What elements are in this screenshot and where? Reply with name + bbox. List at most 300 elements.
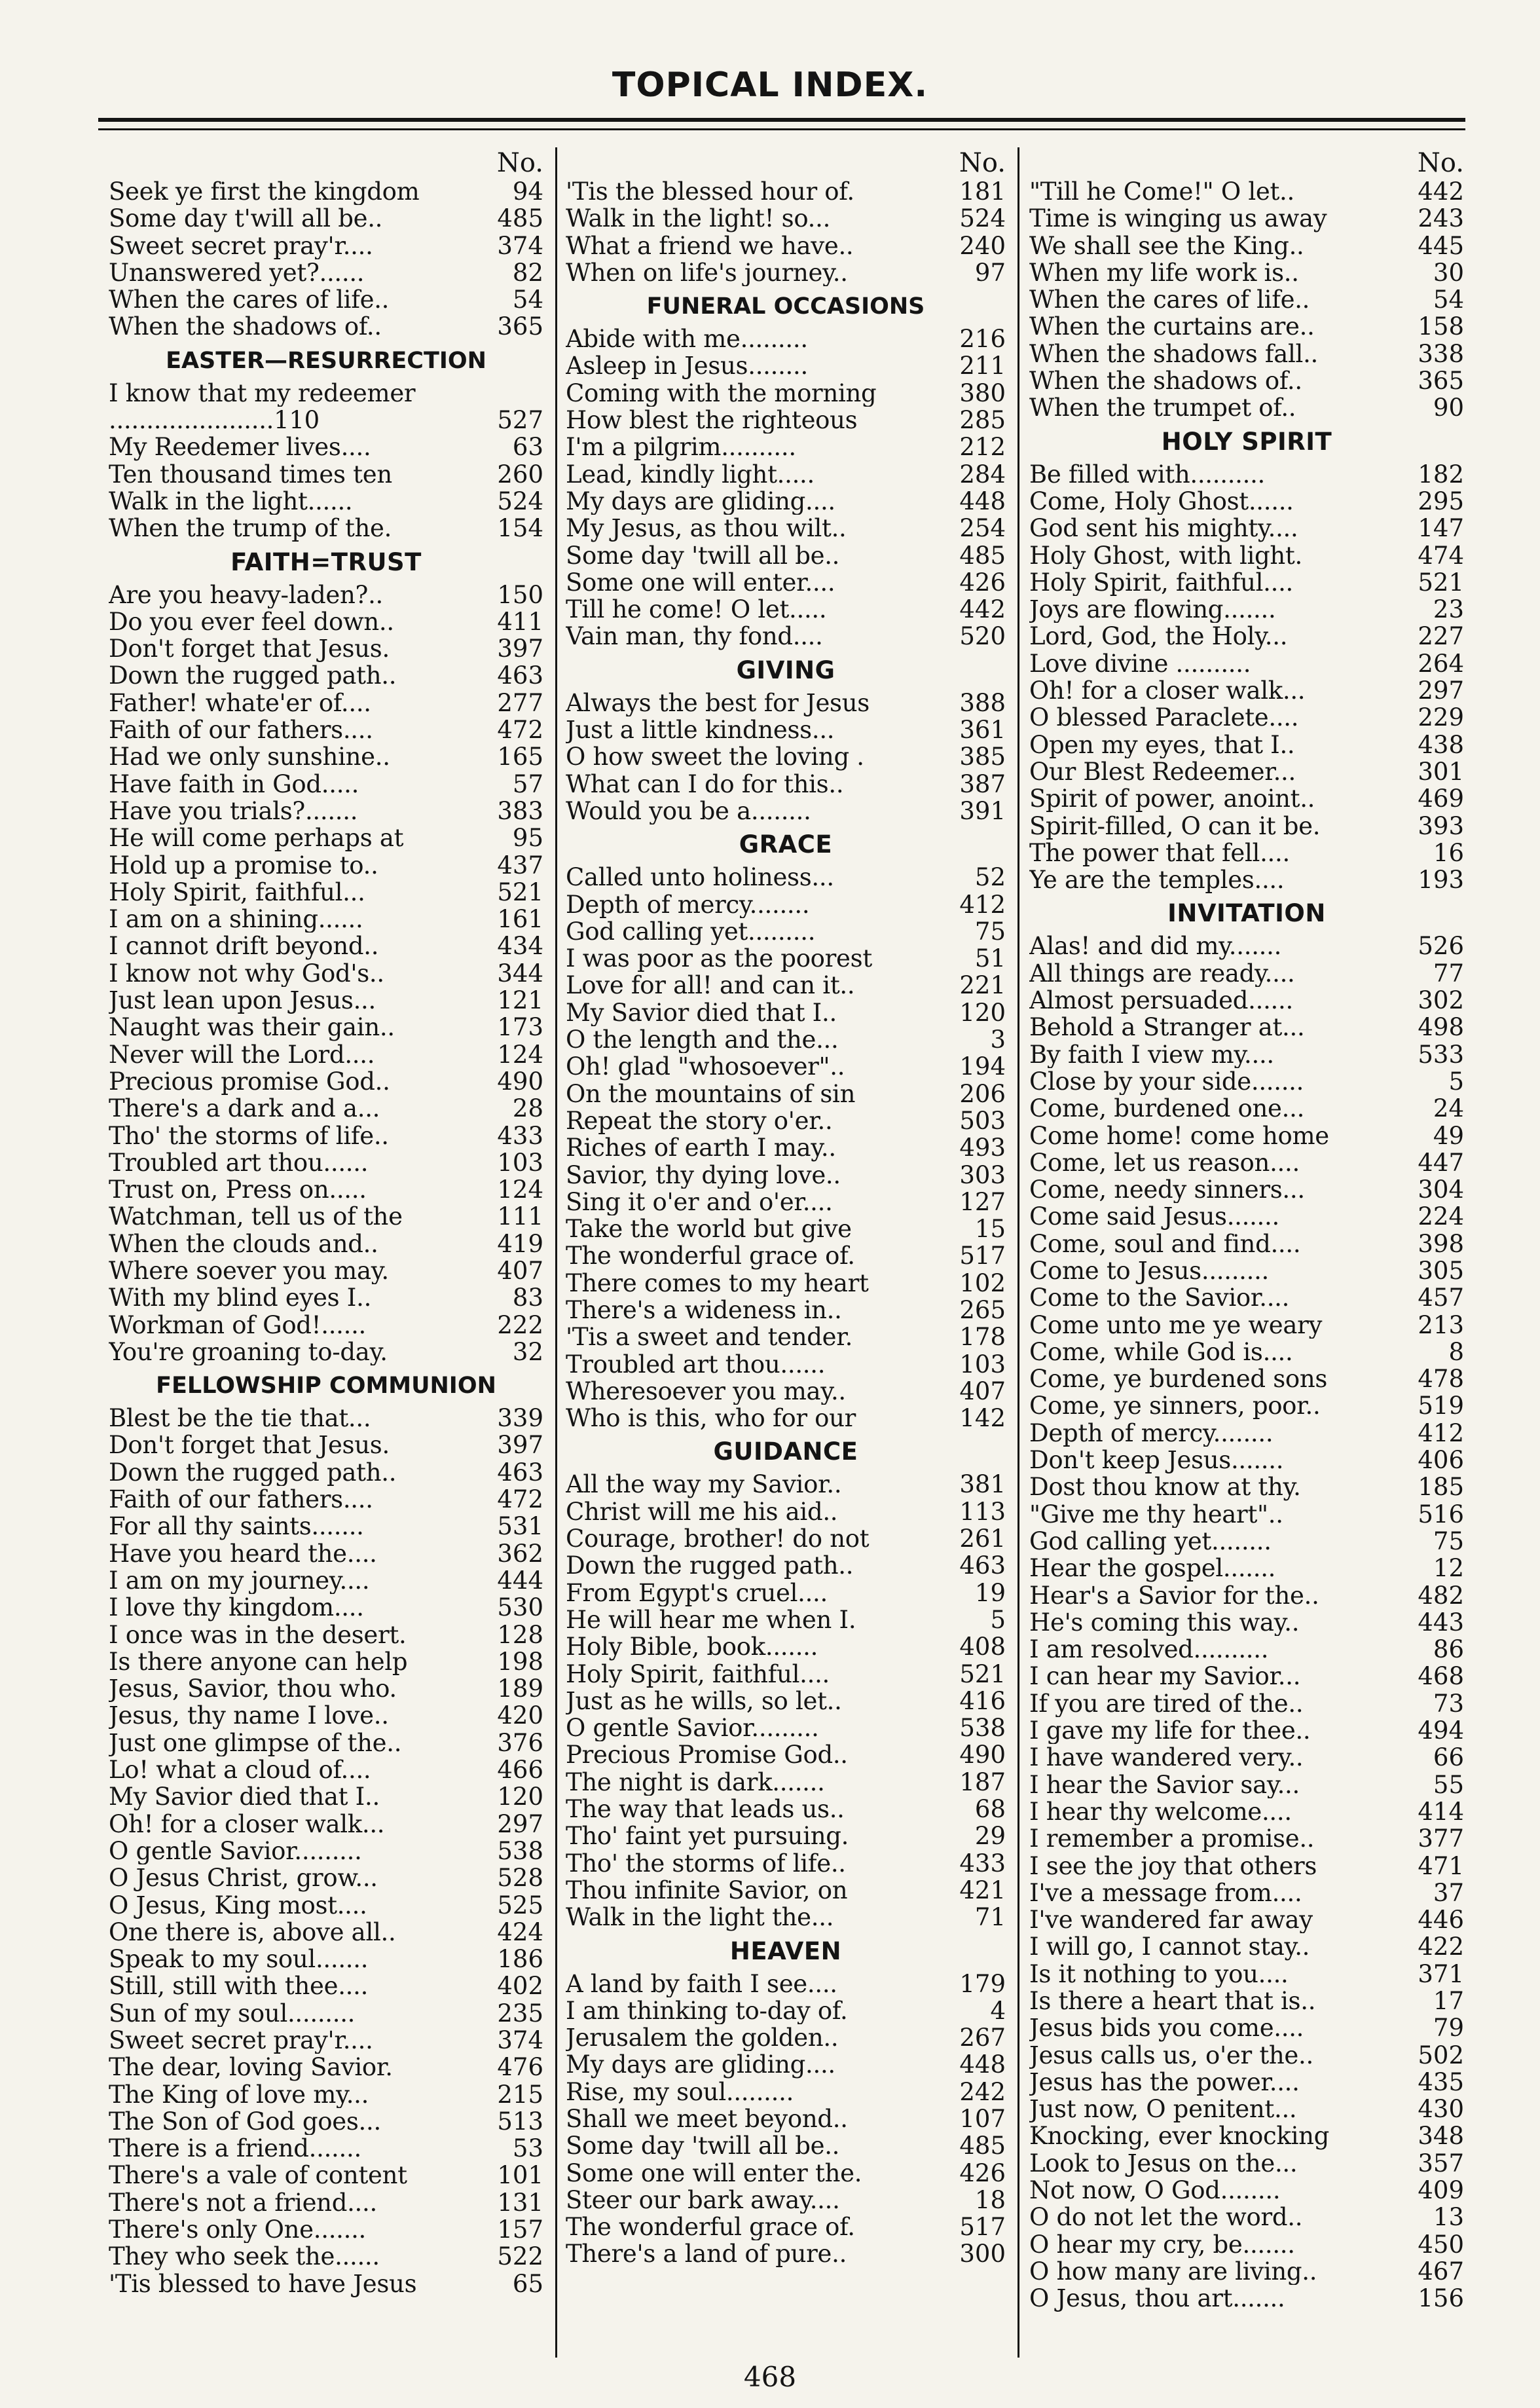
entry-title: Tho' faint yet pursuing. bbox=[566, 1823, 849, 1850]
index-entry bbox=[109, 2243, 543, 2270]
index-entry bbox=[566, 2051, 1006, 2078]
index-entry bbox=[566, 1378, 1006, 1405]
index-entry bbox=[566, 1552, 1006, 1579]
entry-title: When the trump of the. bbox=[109, 515, 392, 542]
hymn-number: 297 bbox=[497, 1810, 543, 1838]
header-rule-thin bbox=[98, 128, 1465, 130]
hymn-number: 158 bbox=[1418, 313, 1464, 341]
number-column-header: No. bbox=[1417, 148, 1464, 178]
entry-title: Some one will enter.... bbox=[566, 568, 835, 597]
entry-title: Just now, O penitent... bbox=[1029, 2096, 1297, 2123]
hymn-number: 393 bbox=[1418, 812, 1464, 840]
hymn-number: 469 bbox=[1418, 785, 1464, 813]
index-entry bbox=[1029, 2042, 1464, 2069]
hymn-number: 215 bbox=[497, 2081, 543, 2108]
hymn-number: 165 bbox=[497, 743, 543, 771]
hymn-number: 302 bbox=[1418, 987, 1464, 1014]
hymn-number: 75 bbox=[1433, 1527, 1464, 1555]
hymn-number: 466 bbox=[497, 1756, 543, 1784]
entry-title: Down the rugged path.. bbox=[566, 1552, 854, 1580]
hymn-number: 216 bbox=[959, 325, 1006, 353]
entry-title: Some day 'twill all be.. bbox=[566, 2132, 840, 2160]
entry-title: O how many are living.. bbox=[1029, 2257, 1317, 2286]
hymn-number: 380 bbox=[959, 379, 1006, 407]
index-entry bbox=[109, 1973, 543, 1999]
hymn-number: 57 bbox=[512, 770, 543, 798]
index-entry bbox=[109, 1567, 543, 1594]
entry-title: God calling yet......... bbox=[566, 917, 816, 946]
hymn-number: 107 bbox=[959, 2105, 1006, 2133]
header-rule-thick bbox=[98, 118, 1465, 122]
entry-title: Coming with the morning bbox=[566, 379, 877, 407]
index-entry bbox=[109, 1594, 543, 1621]
index-entry bbox=[566, 515, 1006, 542]
entry-title: When the curtains are.. bbox=[1029, 313, 1315, 341]
index-entry bbox=[1029, 1312, 1464, 1339]
index-entry bbox=[1029, 1257, 1464, 1284]
index-entry bbox=[566, 2214, 1006, 2240]
hymn-number: 444 bbox=[497, 1566, 543, 1595]
entry-title: There's a vale of content bbox=[109, 2162, 407, 2189]
index-entry bbox=[1029, 623, 1464, 650]
hymn-number: 490 bbox=[959, 1741, 1006, 1769]
index-entry bbox=[109, 2054, 543, 2081]
hymn-number: 338 bbox=[1418, 340, 1464, 368]
hymn-number: 513 bbox=[497, 2107, 543, 2136]
hymn-number: 157 bbox=[497, 2216, 543, 2244]
hymn-number: 128 bbox=[497, 1621, 543, 1648]
index-entry bbox=[1029, 1365, 1464, 1392]
index-entry bbox=[109, 1231, 543, 1257]
entry-title: Thou infinite Savior, on bbox=[566, 1876, 848, 1904]
entry-title: Come, ye sinners, poor.. bbox=[1029, 1392, 1321, 1420]
entry-title: I remember a promise.. bbox=[1029, 1825, 1315, 1853]
hymn-number: 376 bbox=[497, 1729, 543, 1757]
hymn-number: 361 bbox=[959, 716, 1006, 744]
hymn-number: 344 bbox=[497, 959, 543, 988]
index-entry bbox=[109, 2108, 543, 2135]
hymn-number: 409 bbox=[1418, 2177, 1464, 2204]
hymn-number: 16 bbox=[1433, 839, 1464, 867]
hymn-number: 467 bbox=[1418, 2257, 1464, 2286]
entry-title: O how sweet the loving . bbox=[566, 743, 864, 771]
index-entry bbox=[109, 1811, 543, 1838]
hymn-number: 261 bbox=[959, 1525, 1006, 1553]
entry-title: Tho' the storms of life.. bbox=[566, 1849, 846, 1877]
entry-title: ......................110 bbox=[109, 407, 320, 434]
index-entry bbox=[109, 582, 543, 608]
entry-title: Is there a heart that is.. bbox=[1029, 1988, 1316, 2015]
hymn-number: 284 bbox=[959, 460, 1006, 488]
entry-title: When the trumpet of.. bbox=[1029, 394, 1296, 422]
entry-title: Don't forget that Jesus. bbox=[109, 1432, 390, 1459]
hymn-number: 301 bbox=[1418, 758, 1464, 786]
index-entry bbox=[1029, 1744, 1464, 1771]
hymn-number: 65 bbox=[512, 2270, 543, 2297]
index-entry bbox=[1029, 2258, 1464, 2285]
index-entry bbox=[1029, 1014, 1464, 1041]
entry-title: Sweet secret pray'r.... bbox=[109, 232, 373, 259]
hymn-number: 103 bbox=[497, 1149, 543, 1177]
hymn-number: 503 bbox=[959, 1107, 1006, 1135]
index-entry bbox=[109, 1946, 543, 1973]
index-entry bbox=[566, 1189, 1006, 1215]
entry-title: Holy Spirit, faithful.... bbox=[1029, 568, 1294, 597]
entry-title: Be filled with.......... bbox=[1029, 460, 1265, 488]
topic-heading: HEAVEN bbox=[729, 1936, 842, 1965]
index-entry bbox=[1029, 2204, 1464, 2231]
index-entry bbox=[566, 1026, 1006, 1053]
index-entry bbox=[566, 1405, 1006, 1432]
index-entry bbox=[1029, 2177, 1464, 2204]
hymn-number: 71 bbox=[974, 1904, 1006, 1931]
index-entry bbox=[1029, 1771, 1464, 1798]
entry-title: I hear the Savior say... bbox=[1029, 1771, 1300, 1798]
index-entry bbox=[1029, 840, 1464, 866]
index-entry bbox=[566, 798, 1006, 824]
hymn-number: 212 bbox=[959, 434, 1006, 461]
index-entry bbox=[1029, 1149, 1464, 1176]
entry-title: Precious promise God.. bbox=[109, 1067, 390, 1096]
index-entry bbox=[566, 1081, 1006, 1107]
entry-title: Time is winging us away bbox=[1029, 205, 1327, 232]
hymn-number: 224 bbox=[1418, 1203, 1464, 1231]
entry-title: The wonderful grace of. bbox=[566, 2214, 855, 2241]
index-entry bbox=[1029, 1068, 1464, 1095]
hymn-number: 502 bbox=[1418, 2041, 1464, 2069]
hymn-number: 472 bbox=[497, 1486, 543, 1513]
index-entry bbox=[566, 2132, 1006, 2159]
hymn-number: 533 bbox=[1418, 1041, 1464, 1068]
entry-title: Come home! come home bbox=[1029, 1122, 1329, 1149]
index-entry bbox=[1029, 1041, 1464, 1068]
entry-title: He will come perhaps at bbox=[109, 824, 404, 852]
page-title: TOPICAL INDEX. bbox=[612, 65, 928, 105]
hymn-number: 362 bbox=[497, 1540, 543, 1567]
index-entry bbox=[1029, 2069, 1464, 2096]
hymn-number: 124 bbox=[497, 1041, 543, 1068]
hymn-number: 433 bbox=[497, 1122, 543, 1149]
hymn-number: 420 bbox=[497, 1702, 543, 1730]
index-entry bbox=[566, 623, 1006, 650]
index-entry bbox=[566, 1270, 1006, 1297]
index-entry bbox=[566, 1606, 1006, 1633]
index-entry bbox=[566, 771, 1006, 798]
index-entry bbox=[109, 1730, 543, 1756]
hymn-number: 221 bbox=[959, 972, 1006, 999]
hymn-number: 189 bbox=[497, 1675, 543, 1703]
entry-title: Troubled art thou...... bbox=[109, 1149, 369, 1177]
hymn-number: 4 bbox=[990, 1997, 1006, 2025]
hymn-number: 471 bbox=[1418, 1852, 1464, 1880]
hymn-number: 173 bbox=[497, 1014, 543, 1041]
index-entry bbox=[109, 1405, 543, 1432]
entry-title: The wonderful grace of. bbox=[566, 1242, 855, 1270]
index-entry bbox=[566, 1580, 1006, 1606]
index-entry bbox=[109, 1486, 543, 1513]
hymn-number: 55 bbox=[1433, 1771, 1464, 1798]
index-column-2 bbox=[566, 148, 1006, 2268]
entry-title: I am thinking to-day of. bbox=[566, 1997, 848, 2025]
hymn-number: 383 bbox=[497, 797, 543, 825]
entry-title: O the length and the... bbox=[566, 1026, 839, 1054]
index-entry bbox=[109, 1864, 543, 1891]
hymn-number: 377 bbox=[1418, 1825, 1464, 1853]
index-entry bbox=[566, 1134, 1006, 1161]
index-entry bbox=[1029, 933, 1464, 959]
hymn-number: 82 bbox=[512, 259, 543, 287]
hymn-number: 357 bbox=[1418, 2149, 1464, 2177]
index-entry bbox=[566, 569, 1006, 596]
entry-title: Don't keep Jesus....... bbox=[1029, 1447, 1284, 1474]
entry-title: Vain man, thy fond.... bbox=[566, 623, 823, 650]
entry-title: Joys are flowing....... bbox=[1029, 596, 1276, 623]
hymn-number: 485 bbox=[497, 205, 543, 232]
entry-title: Come unto me ye weary bbox=[1029, 1311, 1323, 1339]
hymn-number: 371 bbox=[1418, 1960, 1464, 1988]
index-entry bbox=[566, 352, 1006, 379]
hymn-number: 264 bbox=[1418, 650, 1464, 678]
hymn-number: 68 bbox=[974, 1796, 1006, 1823]
index-entry bbox=[566, 891, 1006, 918]
index-entry bbox=[109, 987, 543, 1014]
index-entry bbox=[566, 1242, 1006, 1269]
hymn-number: 303 bbox=[959, 1161, 1006, 1189]
number-column-header: No. bbox=[496, 148, 543, 178]
index-entry bbox=[1029, 1176, 1464, 1203]
entry-title: Lead, kindly light..... bbox=[566, 460, 815, 488]
entry-title: Troubled art thou...... bbox=[566, 1350, 826, 1378]
entry-title: Come to Jesus......... bbox=[1029, 1257, 1270, 1285]
entry-title: Jesus calls us, o'er the.. bbox=[1029, 2041, 1313, 2069]
hymn-number: 397 bbox=[497, 635, 543, 663]
hymn-number: 391 bbox=[959, 797, 1006, 825]
entry-title: Are you heavy-laden?.. bbox=[109, 581, 383, 608]
entry-title: I gave my life for thee.. bbox=[1029, 1717, 1311, 1745]
index-entry bbox=[566, 972, 1006, 999]
entry-title: Behold a Stranger at... bbox=[1029, 1014, 1305, 1041]
entry-title: Savior, thy dying love.. bbox=[566, 1161, 841, 1189]
index-entry bbox=[1029, 1636, 1464, 1663]
hymn-number: 222 bbox=[497, 1311, 543, 1339]
index-entry bbox=[109, 1459, 543, 1486]
index-entry bbox=[109, 2081, 543, 2108]
hymn-number: 178 bbox=[959, 1324, 1006, 1351]
hymn-number: 227 bbox=[1418, 623, 1464, 650]
hymn-number: 97 bbox=[974, 259, 1006, 287]
index-entry bbox=[109, 2189, 543, 2216]
topic-heading: GUIDANCE bbox=[713, 1437, 858, 1466]
entry-title: Still, still with thee.... bbox=[109, 1973, 369, 2000]
entry-title: Take the world but give bbox=[566, 1215, 852, 1243]
index-entry bbox=[109, 743, 543, 770]
index-entry bbox=[1029, 1555, 1464, 1582]
hymn-number: 406 bbox=[1418, 1447, 1464, 1474]
column-divider bbox=[555, 147, 557, 2358]
entry-title: Dost thou know at thy. bbox=[1029, 1473, 1301, 1501]
index-entry bbox=[1029, 259, 1464, 286]
index-entry bbox=[1029, 960, 1464, 987]
entry-title: Speak to my soul....... bbox=[109, 1946, 369, 1973]
index-entry bbox=[1029, 1473, 1464, 1500]
index-entry bbox=[1029, 866, 1464, 893]
hymn-number: 187 bbox=[959, 1768, 1006, 1796]
hymn-number: 51 bbox=[974, 945, 1006, 972]
hymn-number: 18 bbox=[974, 2186, 1006, 2214]
index-entry bbox=[1029, 461, 1464, 488]
index-entry bbox=[109, 1041, 543, 1068]
index-entry bbox=[1029, 1933, 1464, 1960]
hymn-number: 12 bbox=[1433, 1555, 1464, 1582]
index-entry bbox=[1029, 1420, 1464, 1447]
index-entry bbox=[566, 259, 1006, 286]
hymn-number: 445 bbox=[1418, 232, 1464, 259]
hymn-number: 485 bbox=[959, 542, 1006, 569]
hymn-number: 478 bbox=[1418, 1365, 1464, 1393]
entry-title: I know not why God's.. bbox=[109, 959, 384, 988]
index-entry bbox=[109, 407, 543, 434]
entry-title: Christ will me his aid.. bbox=[566, 1498, 838, 1526]
hymn-number: 447 bbox=[1418, 1149, 1464, 1177]
index-entry bbox=[1029, 1690, 1464, 1717]
entry-title: When the shadows of.. bbox=[109, 313, 382, 341]
index-entry bbox=[1029, 1880, 1464, 1906]
hymn-number: 94 bbox=[512, 178, 543, 206]
hymn-number: 422 bbox=[1418, 1933, 1464, 1961]
index-entry bbox=[566, 205, 1006, 232]
entry-title: When on life's journey.. bbox=[566, 259, 848, 287]
entry-title: I can hear my Savior... bbox=[1029, 1663, 1301, 1690]
entry-title: When the cares of life.. bbox=[1029, 286, 1310, 314]
hymn-number: 193 bbox=[1418, 866, 1464, 894]
entry-title: "Till he Come!" O let.. bbox=[1029, 178, 1294, 206]
entry-title: Come, Holy Ghost...... bbox=[1029, 487, 1294, 515]
hymn-number: 101 bbox=[497, 2162, 543, 2189]
hymn-number: 15 bbox=[974, 1215, 1006, 1243]
index-entry bbox=[1029, 732, 1464, 758]
index-entry bbox=[1029, 178, 1464, 205]
index-entry bbox=[109, 1892, 543, 1919]
hymn-number: 446 bbox=[1418, 1906, 1464, 1934]
hymn-number: 490 bbox=[497, 1067, 543, 1096]
entry-title: The way that leads us.. bbox=[566, 1796, 845, 1823]
entry-title: Just one glimpse of the.. bbox=[109, 1729, 402, 1757]
hymn-number: 365 bbox=[1418, 367, 1464, 395]
hymn-number: 494 bbox=[1418, 1717, 1464, 1745]
entry-title: Jesus bids you come.... bbox=[1029, 2014, 1304, 2042]
hymn-number: 538 bbox=[497, 1837, 543, 1865]
hymn-number: 476 bbox=[497, 2054, 543, 2081]
index-entry bbox=[109, 1122, 543, 1149]
entry-title: When the shadows of.. bbox=[1029, 367, 1302, 395]
index-entry bbox=[566, 1796, 1006, 1823]
hymn-number: 385 bbox=[959, 743, 1006, 771]
entry-title: Lo! what a cloud of.... bbox=[109, 1756, 371, 1784]
entry-title: There's a land of pure.. bbox=[566, 2240, 847, 2268]
index-entry bbox=[109, 178, 543, 205]
index-entry bbox=[566, 1741, 1006, 1768]
hymn-number: 113 bbox=[959, 1498, 1006, 1526]
hymn-number: 517 bbox=[959, 2214, 1006, 2241]
entry-title: When my life work is.. bbox=[1029, 259, 1299, 287]
index-entry bbox=[109, 205, 543, 232]
entry-title: Down the rugged path.. bbox=[109, 1458, 397, 1487]
index-entry bbox=[566, 1107, 1006, 1134]
hymn-number: 407 bbox=[497, 1257, 543, 1285]
index-entry bbox=[109, 716, 543, 743]
hymn-number: 463 bbox=[497, 1458, 543, 1487]
hymn-number: 493 bbox=[959, 1134, 1006, 1162]
entry-title: My Savior died that I.. bbox=[566, 999, 837, 1027]
entry-title: Till he come! O let..... bbox=[566, 596, 827, 623]
index-column-1 bbox=[109, 148, 543, 2297]
index-entry bbox=[1029, 813, 1464, 840]
hymn-number: 437 bbox=[497, 851, 543, 879]
entry-title: Walk in the light...... bbox=[109, 487, 353, 515]
entry-title: 'Tis the blessed hour of. bbox=[566, 178, 854, 206]
index-entry bbox=[109, 286, 543, 313]
hymn-number: 520 bbox=[959, 623, 1006, 650]
entry-title: Open my eyes, that I.. bbox=[1029, 731, 1295, 758]
index-entry bbox=[566, 1688, 1006, 1714]
index-entry bbox=[566, 1471, 1006, 1498]
entry-title: Love divine .......... bbox=[1029, 650, 1251, 678]
index-entry bbox=[566, 2187, 1006, 2214]
index-entry bbox=[1029, 1582, 1464, 1609]
hymn-number: 463 bbox=[497, 662, 543, 690]
entry-title: Some one will enter the. bbox=[566, 2159, 862, 2187]
hymn-number: 142 bbox=[959, 1405, 1006, 1432]
column-divider bbox=[1018, 147, 1019, 2358]
index-entry bbox=[1029, 205, 1464, 232]
index-entry bbox=[109, 2027, 543, 2054]
index-entry bbox=[109, 434, 543, 460]
index-entry bbox=[566, 542, 1006, 569]
entry-title: Where soever you may. bbox=[109, 1257, 389, 1285]
entry-title: Never will the Lord.... bbox=[109, 1041, 375, 1068]
index-entry bbox=[566, 2024, 1006, 2051]
hymn-number: 29 bbox=[974, 1823, 1006, 1850]
index-entry bbox=[566, 1971, 1006, 1997]
hymn-number: 53 bbox=[512, 2135, 543, 2162]
index-entry bbox=[1029, 232, 1464, 259]
index-entry bbox=[1029, 1663, 1464, 1690]
index-entry bbox=[1029, 987, 1464, 1014]
index-entry bbox=[109, 1339, 543, 1365]
topic-heading: FELLOWSHIP COMMUNION bbox=[156, 1373, 496, 1399]
index-entry bbox=[566, 945, 1006, 972]
entry-title: When the cares of life.. bbox=[109, 286, 390, 314]
index-column-3 bbox=[1029, 148, 1464, 2312]
hymn-number: 412 bbox=[959, 891, 1006, 918]
hymn-number: 66 bbox=[1433, 1744, 1464, 1771]
hymn-number: 538 bbox=[959, 1714, 1006, 1742]
index-entry bbox=[109, 2162, 543, 2189]
index-entry bbox=[109, 1621, 543, 1648]
entry-title: I see the joy that others bbox=[1029, 1852, 1317, 1880]
hymn-number: 211 bbox=[959, 352, 1006, 380]
entry-title: Asleep in Jesus........ bbox=[566, 352, 808, 380]
index-entry bbox=[566, 716, 1006, 743]
hymn-number: 374 bbox=[497, 2027, 543, 2054]
entry-title: Jesus, Savior, thou who. bbox=[109, 1675, 397, 1703]
hymn-number: 521 bbox=[1418, 568, 1464, 597]
entry-title: Always the best for Jesus bbox=[566, 689, 870, 717]
entry-title: Sun of my soul......... bbox=[109, 1999, 356, 2027]
hymn-number: 120 bbox=[497, 1783, 543, 1811]
hymn-number: 339 bbox=[497, 1405, 543, 1432]
hymn-number: 150 bbox=[497, 581, 543, 608]
